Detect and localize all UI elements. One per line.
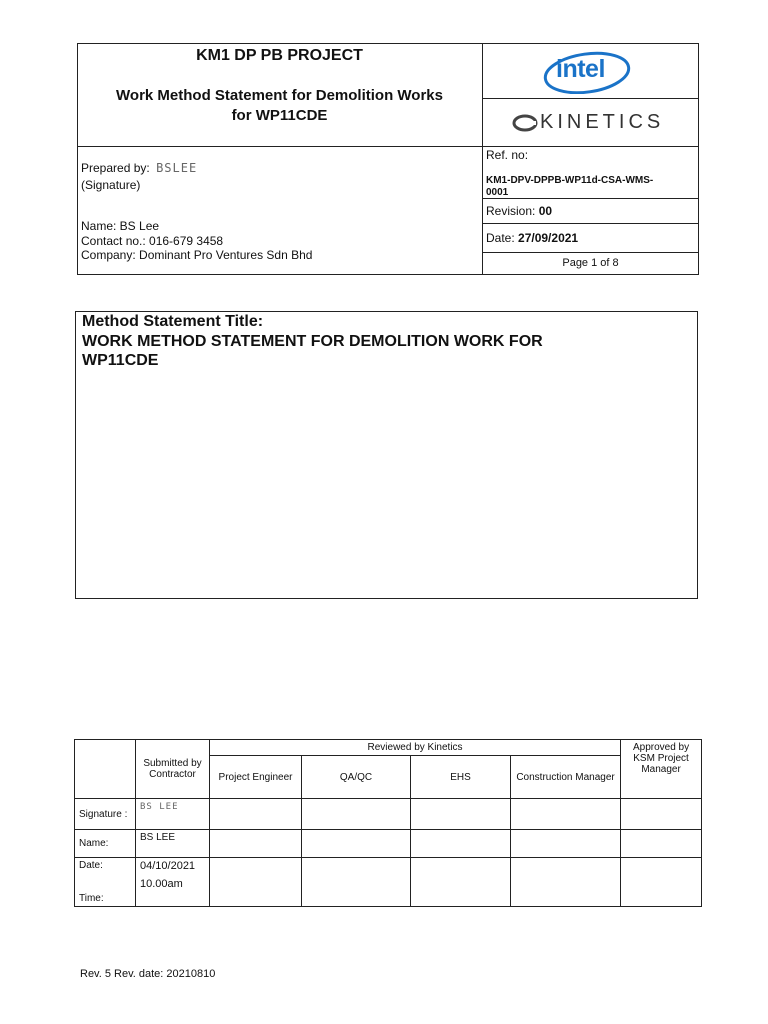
revision: [486, 204, 552, 218]
cell-empty: [210, 858, 302, 907]
intel-logo-text: intel: [556, 55, 605, 83]
document-title-line2: for WP11CDE: [231, 107, 328, 124]
prepared-by: [81, 161, 197, 175]
date-value: 27/09/2021: [518, 231, 579, 245]
table-row-signature: [75, 799, 702, 830]
cell-empty: [511, 799, 621, 830]
cell-empty: [621, 830, 702, 858]
review-table: [74, 739, 702, 907]
ref-value-line1: KM1-DPV-DPPB-WP11d-CSA-WMS-: [486, 175, 654, 186]
date-label: Date:: [486, 231, 515, 245]
kinetics-mark-icon: [512, 113, 538, 133]
prepared-by-label: Prepared by:: [81, 161, 150, 175]
row-date-label: Date:: [79, 860, 103, 871]
contractor-date-time: [136, 858, 210, 907]
col-ehs: EHS: [411, 756, 511, 799]
kinetics-logo-text: KINETICS: [540, 111, 665, 133]
ref-label: Ref. no:: [486, 148, 529, 162]
cell-empty: [621, 858, 702, 907]
method-statement-title: [82, 332, 682, 370]
cell-empty: [411, 799, 511, 830]
date: [486, 231, 578, 245]
cell-empty: [210, 830, 302, 858]
method-statement-title-line1: WORK METHOD STATEMENT FOR DEMOLITION WORK FOR: [82, 333, 543, 350]
col-qaqc: QA/QC: [302, 756, 411, 799]
revision-value: 00: [538, 204, 553, 218]
contractor-signature: [136, 799, 210, 830]
approved-by-header: Approved by KSM Project Manager: [621, 740, 702, 799]
table-row-name: [75, 830, 702, 858]
cell-empty: [511, 830, 621, 858]
ref-value: [486, 175, 653, 199]
preparer-name: Name: BS Lee: [81, 219, 160, 233]
preparer-contact: Contact no.: 016-679 3458: [81, 234, 224, 248]
prepared-by-signature: BSLEE: [156, 161, 198, 175]
revision-label: Revision:: [486, 204, 536, 218]
col-construction-manager: Construction Manager: [511, 756, 621, 799]
contractor-signature-text: BS LEE: [140, 802, 179, 812]
cell-empty: [511, 858, 621, 907]
preparer-company: Company: Dominant Pro Ventures Sdn Bhd: [81, 248, 313, 262]
cell-empty: [621, 799, 702, 830]
kinetics-logo: [512, 111, 677, 135]
ref-value-line2: 0001: [486, 187, 509, 198]
table-row-date-time: [75, 858, 702, 907]
row-time-label: Time:: [79, 893, 104, 904]
document-title: [77, 86, 482, 126]
cell-empty: [210, 799, 302, 830]
contractor-date: 04/10/2021: [140, 860, 196, 872]
method-statement-title-line2: WP11CDE: [82, 352, 159, 369]
col-project-engineer: Project Engineer: [210, 756, 302, 799]
footer-revision: Rev. 5 Rev. date: 20210810: [80, 968, 216, 980]
contractor-time: 10.00am: [140, 878, 183, 890]
page-number: Page 1 of 8: [562, 257, 619, 269]
row-signature-label: Signature :: [75, 799, 136, 830]
contractor-name: BS LEE: [136, 830, 210, 858]
row-name-label: Name:: [75, 830, 136, 858]
submitted-by-header: Submitted by Contractor: [136, 740, 210, 799]
signature-label: (Signature): [81, 178, 141, 192]
intel-logo: [542, 50, 636, 94]
document-title-line1: Work Method Statement for Demolition Works: [116, 87, 443, 104]
cell-empty: [302, 858, 411, 907]
method-statement-label: Method Statement Title:: [82, 313, 264, 330]
project-title: KM1 DP PB PROJECT: [196, 47, 363, 64]
cell-empty: [302, 830, 411, 858]
row-date-time-label: [75, 858, 136, 907]
cell-empty: [411, 830, 511, 858]
reviewed-by-header: Reviewed by Kinetics: [210, 740, 621, 756]
cell-empty: [302, 799, 411, 830]
cell-empty: [411, 858, 511, 907]
table-corner-cell: [75, 740, 136, 799]
